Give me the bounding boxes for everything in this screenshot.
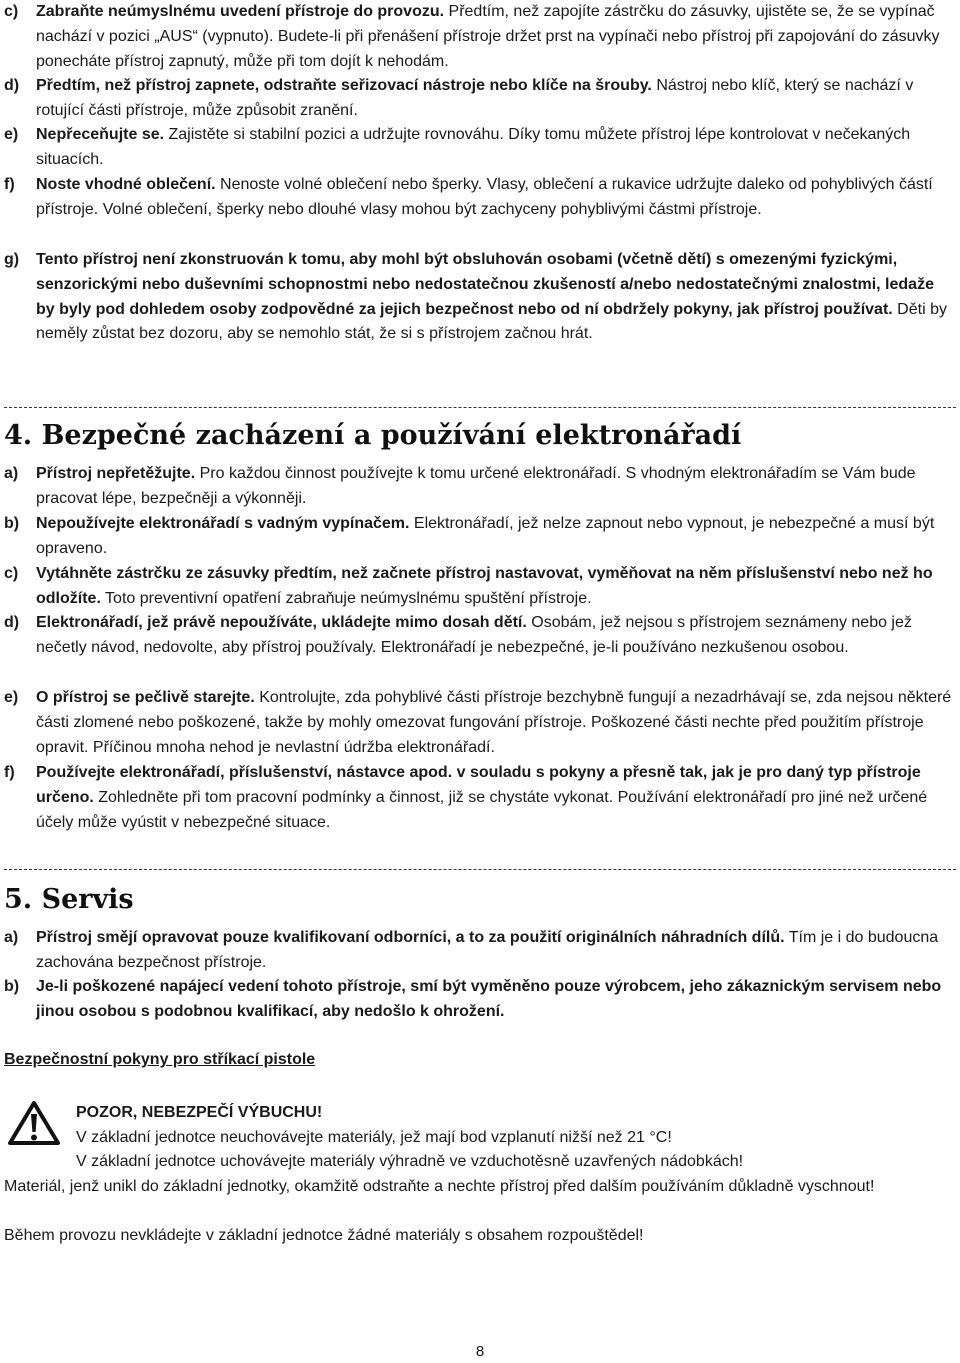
list-marker: d)	[4, 77, 20, 94]
list-item	[4, 611, 954, 661]
dashed-divider	[4, 407, 956, 408]
item-text: Nástroj nebo klíč, který se nachází v rotující části přístroje, může způsobit zranění.	[36, 77, 914, 119]
item-bold: Nepoužívejte elektronářadí s vadným vypínačem.	[36, 515, 410, 532]
item-text: Tím je i do budoucna zachována bezpečnost přístroje.	[36, 929, 939, 971]
item-bold: Přístroj nepřetěžujte.	[36, 465, 196, 482]
list-marker: c)	[4, 3, 19, 20]
list-item	[4, 562, 954, 612]
item-bold: Noste vhodné oblečení.	[36, 176, 216, 193]
list-marker: e)	[4, 126, 19, 143]
section-title: 5. Servis	[4, 884, 134, 915]
item-bold: Předtím, než přístroj zapnete, odstraňte seřizovací nástroje nebo klíče na šrouby.	[36, 77, 652, 94]
list-marker: g)	[4, 251, 20, 268]
item-bold: Zabraňte neúmyslnému uvedení přístroje do provozu.	[36, 3, 445, 20]
list-marker: b)	[4, 978, 20, 995]
item-text: Pro každou činnost používejte k tomu určené elektronářadí. S vhodným elektronářadím se Vám bude pracovat lépe, bezpečněji a výkonněji.	[36, 465, 916, 507]
list-item	[4, 74, 954, 124]
dashed-divider	[4, 869, 956, 870]
list-item	[4, 686, 954, 760]
item-text: Děti by neměly zůstat bez dozoru, aby se nemohlo stát, že si s přístrojem začnou hrát.	[36, 300, 947, 343]
list-marker: f)	[4, 176, 15, 193]
item-text: Osobám, jež nejsou s přístrojem seznámeny nebo jež nečetly návod, nedovolte, aby přístroj používaly. Elektronářadí je nebezpečné, je-li používáno nezkušenou osobou.	[36, 614, 912, 656]
warning-line: V základní jednotce uchovávejte materiály výhradně ve vzduchotěsně uzavřených nádobkách!	[76, 1153, 744, 1170]
warning-line: V základní jednotce neuchovávejte materiály, jež mají bod vzplanutí nižší než 21 °C!	[76, 1128, 672, 1146]
item-bold: Přístroj smějí opravovat pouze kvalifikovaní odborníci, a to za použití originálních náhradních dílů.	[36, 929, 785, 946]
item-bold: O přístroj se pečlivě starejte.	[36, 689, 255, 706]
item-bold: Elektronářadí, jež právě nepoužíváte, ukládejte mimo dosah dětí.	[36, 614, 527, 631]
list-item	[4, 761, 954, 835]
item-text: Elektronářadí, jež nelze zapnout nebo vypnout, je nebezpečné a musí být opraveno.	[36, 515, 935, 557]
item-text: Zajistěte si stabilní pozici a udržujte rovnováhu. Díky tomu můžete přístroj lépe kontrolovat v nečekaných situacích.	[36, 126, 911, 168]
item-bold: Vytáhněte zástrčku ze zásuvky předtím, než začnete přístroj nastavovat, vyměňovat na něm příslušenství nebo než ho odložíte.	[36, 565, 933, 607]
list-marker: f)	[4, 764, 15, 781]
list-item	[4, 173, 954, 223]
item-bold: Používejte elektronářadí, příslušenství, nástavce apod. v souladu s pokyny a přesně tak, jak je pro daný typ přístroje určeno.	[36, 764, 921, 806]
item-text: Nenoste volné oblečení nebo šperky. Vlasy, oblečení a rukavice udržujte daleko od pohyblivých částí přístroje. Volné oblečení, šperky nebo dlouhé vlasy mohou být zachyceny pohyblivými částmi přístroje.	[36, 176, 933, 218]
spray-safety-heading: Bezpečnostní pokyny pro stříkací pistole	[4, 1051, 316, 1068]
section-title: 4. Bezpečné zacházení a používání elektronářadí	[4, 420, 742, 451]
warning-triangle-icon	[8, 1101, 60, 1145]
list-item	[4, 462, 954, 512]
list-item	[4, 512, 954, 562]
item-bold: Tento přístroj není zkonstruován k tomu, aby mohl být obsluhován osobami (včetně dětí) s omezenými fyzickými, senzorickými nebo duševními schopnostmi nebo nedostatečnou zkušeností a/nebo nedostatečnými znalostmi, ledaže by byly pod dohledem osoby zodpovědné za jejich bezpečnost nebo od ní obdržely pokyny, jak přístroj používat.	[36, 251, 934, 318]
list-item	[4, 123, 954, 173]
warning-block	[76, 1101, 956, 1175]
warning-title: POZOR, NEBEZPEČÍ VÝBUCHU!	[76, 1104, 323, 1121]
list-item	[4, 248, 954, 347]
list-marker: b)	[4, 515, 20, 532]
page-number: 8	[475, 1343, 485, 1360]
list-item	[4, 0, 954, 74]
paragraph: Materiál, jenž unikl do základní jednotky, okamžitě odstraňte a nechte přístroj před dalším používáním důkladně vyschnout!	[4, 1178, 875, 1195]
list-marker: c)	[4, 565, 19, 582]
item-bold: Nepřeceňujte se.	[36, 126, 165, 143]
list-marker: d)	[4, 614, 20, 631]
item-bold: Je-li poškozené napájecí vedení tohoto přístroje, smí být vyměněno pouze výrobcem, jeho zákaznickým servisem nebo jinou osobou s podobnou kvalifikací, aby nedošlo k ohrožení.	[36, 978, 942, 1020]
item-text: Zohledněte při tom pracovní podmínky a činnost, již se chystáte vykonat. Používání elektronářadí pro jiné než určené účely může vyústit v nebezpečné situace.	[36, 788, 928, 831]
item-text: Předtím, než zapojíte zástrčku do zásuvky, ujistěte se, že se vypínač nachází v pozici „AUS“ (vypnuto). Budete-li při přenášení přístroje držet prst na vypínači nebo přístroj při zapojování do zásuvky ponecháte přístroj zapnutý, může při tom dojít k nehodám.	[36, 3, 940, 70]
list-marker: a)	[4, 929, 19, 946]
list-marker: e)	[4, 689, 19, 706]
list-marker: a)	[4, 465, 19, 482]
item-text: Toto preventivní opatření zabraňuje neúmyslnému spuštění přístroje.	[100, 589, 592, 607]
paragraph: Během provozu nevkládejte v základní jednotce žádné materiály s obsahem rozpouštědel!	[4, 1227, 644, 1244]
item-text: Kontrolujte, zda pohyblivé části přístroje bezchybně fungují a nezadrhávají se, zda nejsou některé části zlomené nebo poškozené, takže by mohly omezovat fungování přístroje. Poškozené části nechte před použitím přístroje opravit. Příčinou mnoha nehod je nevlastní údržba elektronářadí.	[36, 689, 952, 756]
list-item	[4, 975, 954, 1025]
list-item	[4, 926, 954, 976]
